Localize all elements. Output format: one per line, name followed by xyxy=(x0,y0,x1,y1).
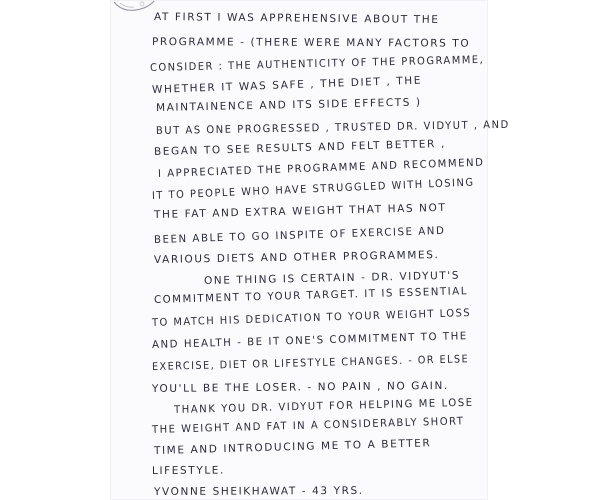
stamp-icon xyxy=(112,0,156,14)
letter-line: TO MATCH HIS DEDICATION TO YOUR WEIGHT LOSS xyxy=(151,306,472,329)
letter-line: WHETHER IT WAS SAFE , THE DIET , THE xyxy=(151,74,423,96)
letter-line: CONSIDER : THE AUTHENTICITY OF THE PROGRAMME, xyxy=(149,53,485,74)
letter-line: TIME AND INTRODUCING ME TO A BETTER xyxy=(153,437,432,457)
letter-line: I APPRECIATED THE PROGRAMME AND RECOMMEND xyxy=(157,156,485,180)
letter-line: LIFESTYLE. xyxy=(151,464,225,477)
letter-line: BEEN ABLE TO GO INSPITE OF EXERCISE AND xyxy=(153,224,446,246)
letter-line: YOU'LL BE THE LOSER. - NO PAIN , NO GAIN. xyxy=(151,379,449,395)
letter-line: COMMITMENT TO YOUR TARGET. IT IS ESSENTIAL xyxy=(153,285,469,306)
letter-line: MAINTAINENCE AND ITS SIDE EFFECTS ) xyxy=(155,96,422,114)
letter-line: AND HEALTH - BE IT ONE'S COMMITMENT TO THE xyxy=(151,330,468,351)
letter-line: ONE THING IS CERTAIN - DR. VIDYUT'S xyxy=(203,269,461,287)
letter-line: THE FAT AND EXTRA WEIGHT THAT HAS NOT xyxy=(153,201,447,221)
letter-line: AT FIRST I WAS APPREHENSIVE ABOUT THE xyxy=(153,11,440,26)
letter-line: THANK YOU DR. VIDYUT FOR HELPING ME LOSE xyxy=(173,396,474,416)
letter-line: THE WEIGHT AND FAT IN A CONSIDERABLY SHORT xyxy=(151,415,465,436)
letter-line: BEGAN TO SEE RESULTS AND FELT BETTER , xyxy=(153,137,446,158)
letter-line: BUT AS ONE PROGRESSED , TRUSTED DR. VIDYUT , AND xyxy=(155,118,510,137)
letter-line: IT TO PEOPLE WHO HAVE STRUGGLED WITH LOSING xyxy=(151,176,475,202)
letter-page xyxy=(110,0,510,500)
letter-line: PROGRAMME - (THERE WERE MANY FACTORS TO xyxy=(151,36,471,50)
signature: YVONNE SHEIKHAWAT - 43 YRS. xyxy=(153,484,364,498)
letter-line: VARIOUS DIETS AND OTHER PROGRAMMES. xyxy=(153,249,440,266)
letter-line: EXERCISE, DIET OR LIFESTYLE CHANGES. - OR ELSE xyxy=(151,353,470,373)
